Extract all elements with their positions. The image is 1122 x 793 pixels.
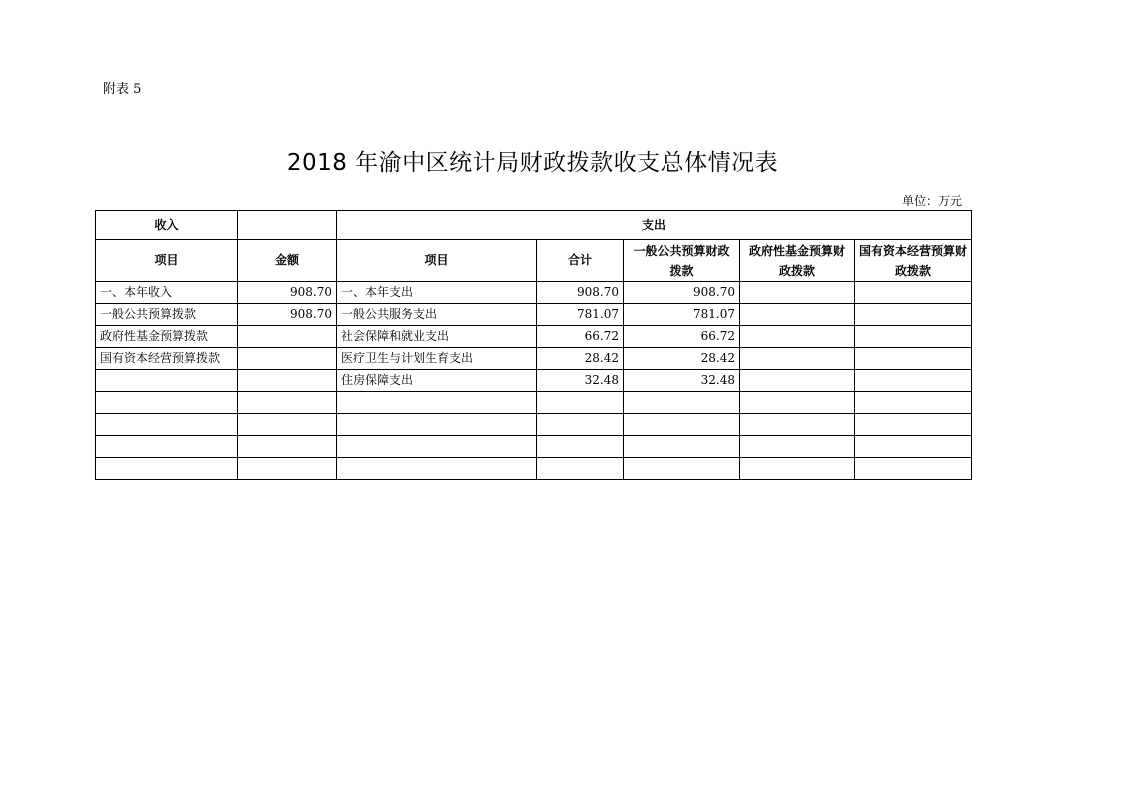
cell-exp-item: 一般公共服务支出 — [337, 304, 537, 326]
cell-total — [537, 436, 624, 458]
table-row — [96, 348, 972, 370]
cell-total: 66.72 — [537, 326, 624, 348]
cell-general — [624, 392, 740, 414]
cell-gov-fund — [740, 304, 855, 326]
cell-income-item — [96, 436, 238, 458]
cell-state-capital — [855, 414, 972, 436]
annex-label: 附表 5 — [103, 82, 142, 97]
cell-exp-item — [337, 392, 537, 414]
cell-income-amount — [238, 458, 337, 480]
cell-general: 28.42 — [624, 348, 740, 370]
cell-exp-item: 医疗卫生与计划生育支出 — [337, 348, 537, 370]
table-row — [96, 392, 972, 414]
cell-gov-fund — [740, 370, 855, 392]
table-row — [96, 370, 972, 392]
header-income-blank — [238, 211, 337, 240]
cell-income-amount — [238, 348, 337, 370]
cell-exp-item — [337, 458, 537, 480]
cell-total — [537, 458, 624, 480]
header-col-exp-item: 项目 — [337, 240, 537, 282]
table-body — [96, 282, 972, 480]
finance-table — [95, 210, 972, 480]
table-row — [96, 304, 972, 326]
table-row — [96, 326, 972, 348]
cell-state-capital — [855, 370, 972, 392]
header-col-item: 项目 — [96, 240, 238, 282]
cell-gov-fund — [740, 348, 855, 370]
cell-income-amount — [238, 414, 337, 436]
cell-exp-item: 一、本年支出 — [337, 282, 537, 304]
cell-general — [624, 414, 740, 436]
cell-exp-item: 住房保障支出 — [337, 370, 537, 392]
cell-exp-item — [337, 436, 537, 458]
cell-total: 28.42 — [537, 348, 624, 370]
cell-total: 781.07 — [537, 304, 624, 326]
cell-gov-fund — [740, 436, 855, 458]
cell-gov-fund — [740, 282, 855, 304]
cell-general: 32.48 — [624, 370, 740, 392]
table-row — [96, 436, 972, 458]
cell-income-amount — [238, 392, 337, 414]
header-col-general: 一般公共预算财政拨款 — [624, 240, 740, 282]
header-income: 收入 — [96, 211, 238, 240]
cell-state-capital — [855, 458, 972, 480]
cell-gov-fund — [740, 414, 855, 436]
header-col-state-capital: 国有资本经营预算财政拨款 — [855, 240, 972, 282]
cell-income-item: 一般公共预算拨款 — [96, 304, 238, 326]
page-title: 2018 年渝中区统计局财政拨款收支总体情况表 — [286, 150, 779, 176]
cell-state-capital — [855, 304, 972, 326]
header-col-amount: 金额 — [238, 240, 337, 282]
cell-income-item: 国有资本经营预算拨款 — [96, 348, 238, 370]
cell-income-item: 政府性基金预算拨款 — [96, 326, 238, 348]
cell-income-item — [96, 414, 238, 436]
cell-exp-item: 社会保障和就业支出 — [337, 326, 537, 348]
cell-gov-fund — [740, 458, 855, 480]
cell-income-amount: 908.70 — [238, 304, 337, 326]
cell-general: 781.07 — [624, 304, 740, 326]
cell-gov-fund — [740, 392, 855, 414]
table-row — [96, 414, 972, 436]
header-col-total: 合计 — [537, 240, 624, 282]
cell-income-amount — [238, 326, 337, 348]
header-row-1 — [96, 211, 972, 240]
cell-total — [537, 414, 624, 436]
cell-state-capital — [855, 282, 972, 304]
cell-total: 32.48 — [537, 370, 624, 392]
cell-general: 66.72 — [624, 326, 740, 348]
cell-gov-fund — [740, 326, 855, 348]
cell-general — [624, 436, 740, 458]
cell-income-item — [96, 458, 238, 480]
cell-state-capital — [855, 436, 972, 458]
unit-label: 单位：万元 — [901, 194, 962, 208]
cell-general — [624, 458, 740, 480]
cell-income-amount — [238, 436, 337, 458]
cell-exp-item — [337, 414, 537, 436]
table-row — [96, 458, 972, 480]
cell-total — [537, 392, 624, 414]
cell-state-capital — [855, 326, 972, 348]
cell-state-capital — [855, 392, 972, 414]
cell-income-item: 一、本年收入 — [96, 282, 238, 304]
header-col-gov-fund: 政府性基金预算财政拨款 — [740, 240, 855, 282]
header-row-2 — [96, 240, 972, 282]
cell-total: 908.70 — [537, 282, 624, 304]
cell-income-item — [96, 370, 238, 392]
cell-general: 908.70 — [624, 282, 740, 304]
cell-income-item — [96, 392, 238, 414]
cell-state-capital — [855, 348, 972, 370]
cell-income-amount — [238, 370, 337, 392]
header-expenditure: 支出 — [337, 211, 972, 240]
cell-income-amount: 908.70 — [238, 282, 337, 304]
table-row — [96, 282, 972, 304]
